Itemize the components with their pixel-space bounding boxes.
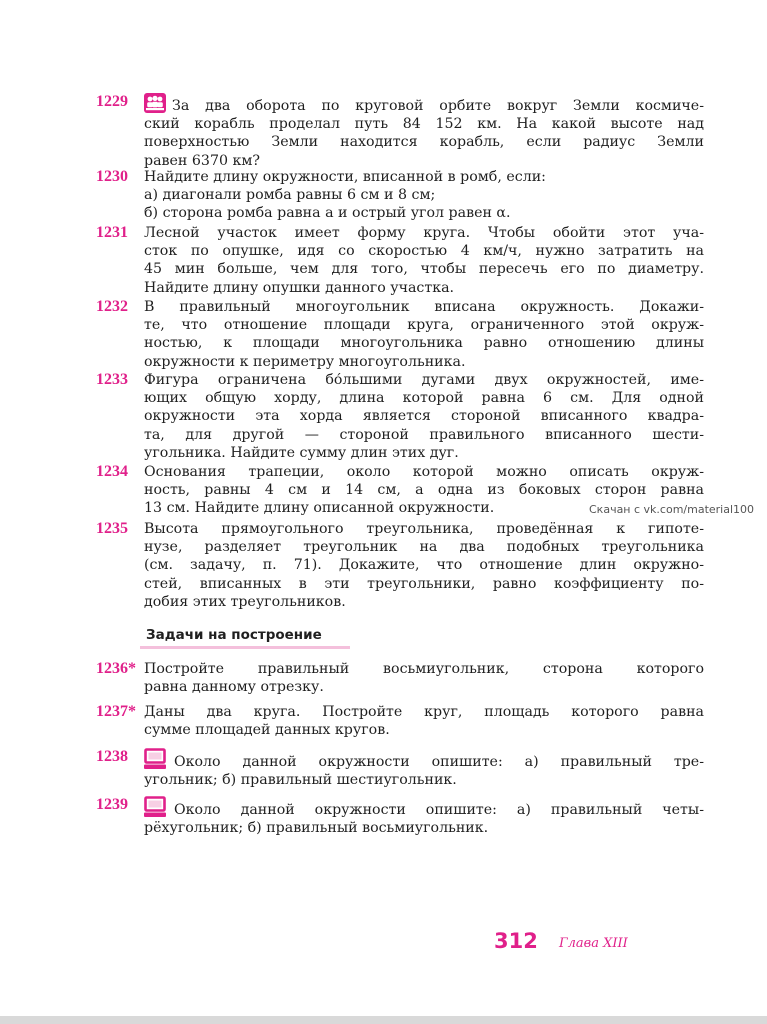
scroll-bottom-edge xyxy=(0,1016,767,1024)
problem-number: 1233 xyxy=(96,371,128,388)
problem-line: За два оборота по круговой орбите вокруг Земли космиче- xyxy=(172,98,704,114)
problem-line: Лесной участок имеет форму круга. Чтобы обойти этот уча- xyxy=(144,225,704,241)
problem-1236 xyxy=(96,660,704,696)
problem-number: 1239 xyxy=(96,796,128,813)
problem-line: Около данной окружности опишите: а) правильный четы- xyxy=(174,802,704,818)
page-number: 312 xyxy=(494,929,538,953)
problem-line: ский корабль проделал путь 84 152 км. На какой высоте над xyxy=(144,116,704,133)
problem-line: ностью, к площади многоугольника равно отношению длины xyxy=(144,335,704,352)
problem-line: угольник; б) правильный шестиугольник. xyxy=(144,772,457,789)
problem-1229 xyxy=(96,93,704,170)
problem-line: окружности к периметру многоугольника. xyxy=(144,353,466,370)
problem-line: Найдите длину окружности, вписанной в ромб, если: xyxy=(144,169,546,185)
problem-number: 1237* xyxy=(96,703,136,720)
problem-number: 1229 xyxy=(96,93,128,110)
problem-number: 1238 xyxy=(96,748,128,765)
problem-line: Высота прямоугольного треугольника, проведённая к гипоте- xyxy=(144,521,704,537)
problem-1238 xyxy=(96,748,704,789)
section-title: Задачи на построение xyxy=(146,627,322,643)
computer-icon xyxy=(144,748,166,770)
problem-number: 1234 xyxy=(96,463,128,480)
problem-line: Основания трапеции, около которой можно описать окруж- xyxy=(144,464,704,480)
problem-line: окружности эта хорда является стороной вписанного квадра- xyxy=(144,408,704,425)
problem-1233 xyxy=(96,371,704,462)
problem-line: сумме площадей данных кругов. xyxy=(144,722,390,739)
problem-line: ность, равны 4 см и 14 см, а одна из боковых сторон равна xyxy=(144,482,704,499)
problem-line: Даны два круга. Постройте круг, площадь которого равна xyxy=(144,704,704,720)
problem-line: поверхностью Земли находится корабль, если радиус Земли xyxy=(144,134,704,151)
problem-number: 1231 xyxy=(96,224,128,241)
problem-1231 xyxy=(96,224,704,297)
problem-number: 1230 xyxy=(96,168,128,185)
problem-line: а) диагонали ромба равны 6 см и 8 см; xyxy=(144,187,436,204)
problem-line: 13 см. Найдите длину описанной окружности. xyxy=(144,500,495,517)
problem-number: 1236* xyxy=(96,660,136,677)
problem-number: 1235 xyxy=(96,520,128,537)
problem-line: 45 мин больше, чем для того, чтобы пересечь его по диаметру. xyxy=(144,261,704,278)
problem-line: те, что отношение площади круга, ограниченного этой окруж- xyxy=(144,317,704,334)
chapter-label: Глава XIII xyxy=(559,936,628,951)
problem-line: Около данной окружности опишите: а) правильный тре- xyxy=(174,754,704,770)
problem-number: 1232 xyxy=(96,298,128,315)
watermark: Скачан с vk.com/material100 xyxy=(589,503,755,516)
problem-line: Постройте правильный восьмиугольник, сторона которого xyxy=(144,661,704,677)
problem-line: угольника. Найдите сумму длин этих дуг. xyxy=(144,444,459,461)
problem-line: добия этих треугольников. xyxy=(144,593,346,610)
problem-line: В правильный многоугольник вписана окружность. Докажи- xyxy=(144,299,704,315)
problem-1232 xyxy=(96,298,704,371)
section-underline xyxy=(140,646,350,649)
problem-line: равен 6370 км? xyxy=(144,152,261,169)
problem-line: б) сторона ромба равна a и острый угол равен α. xyxy=(144,205,511,222)
problem-line: нузе, разделяет треугольник на два подобных треугольника xyxy=(144,539,704,556)
computer-icon xyxy=(144,796,166,818)
problem-line: ющих общую хорду, длина которой равна 6 см. Для одной xyxy=(144,390,704,407)
problem-line: сток по опушке, идя со скоростью 4 км/ч, нужно затратить на xyxy=(144,243,704,260)
problem-1230 xyxy=(96,168,704,223)
problem-line: та, для другой — стороной правильного вписанного шести- xyxy=(144,426,704,443)
problem-1237 xyxy=(96,703,704,739)
problem-line: Найдите длину опушки данного участка. xyxy=(144,279,455,296)
group-work-icon xyxy=(144,93,166,113)
problem-1235 xyxy=(96,520,704,611)
problem-line: рёхугольник; б) правильный восьмиугольник. xyxy=(144,820,489,837)
problem-line: Фигура ограничена бо́льшими дугами двух окружностей, име- xyxy=(144,372,704,388)
problem-line: (см. задачу, п. 71). Докажите, что отношение длин окружно- xyxy=(144,557,704,574)
problem-line: стей, вписанных в эти треугольники, равно коэффициенту по- xyxy=(144,575,704,592)
problem-line: равна данному отрезку. xyxy=(144,679,324,696)
problem-1239 xyxy=(96,796,704,837)
